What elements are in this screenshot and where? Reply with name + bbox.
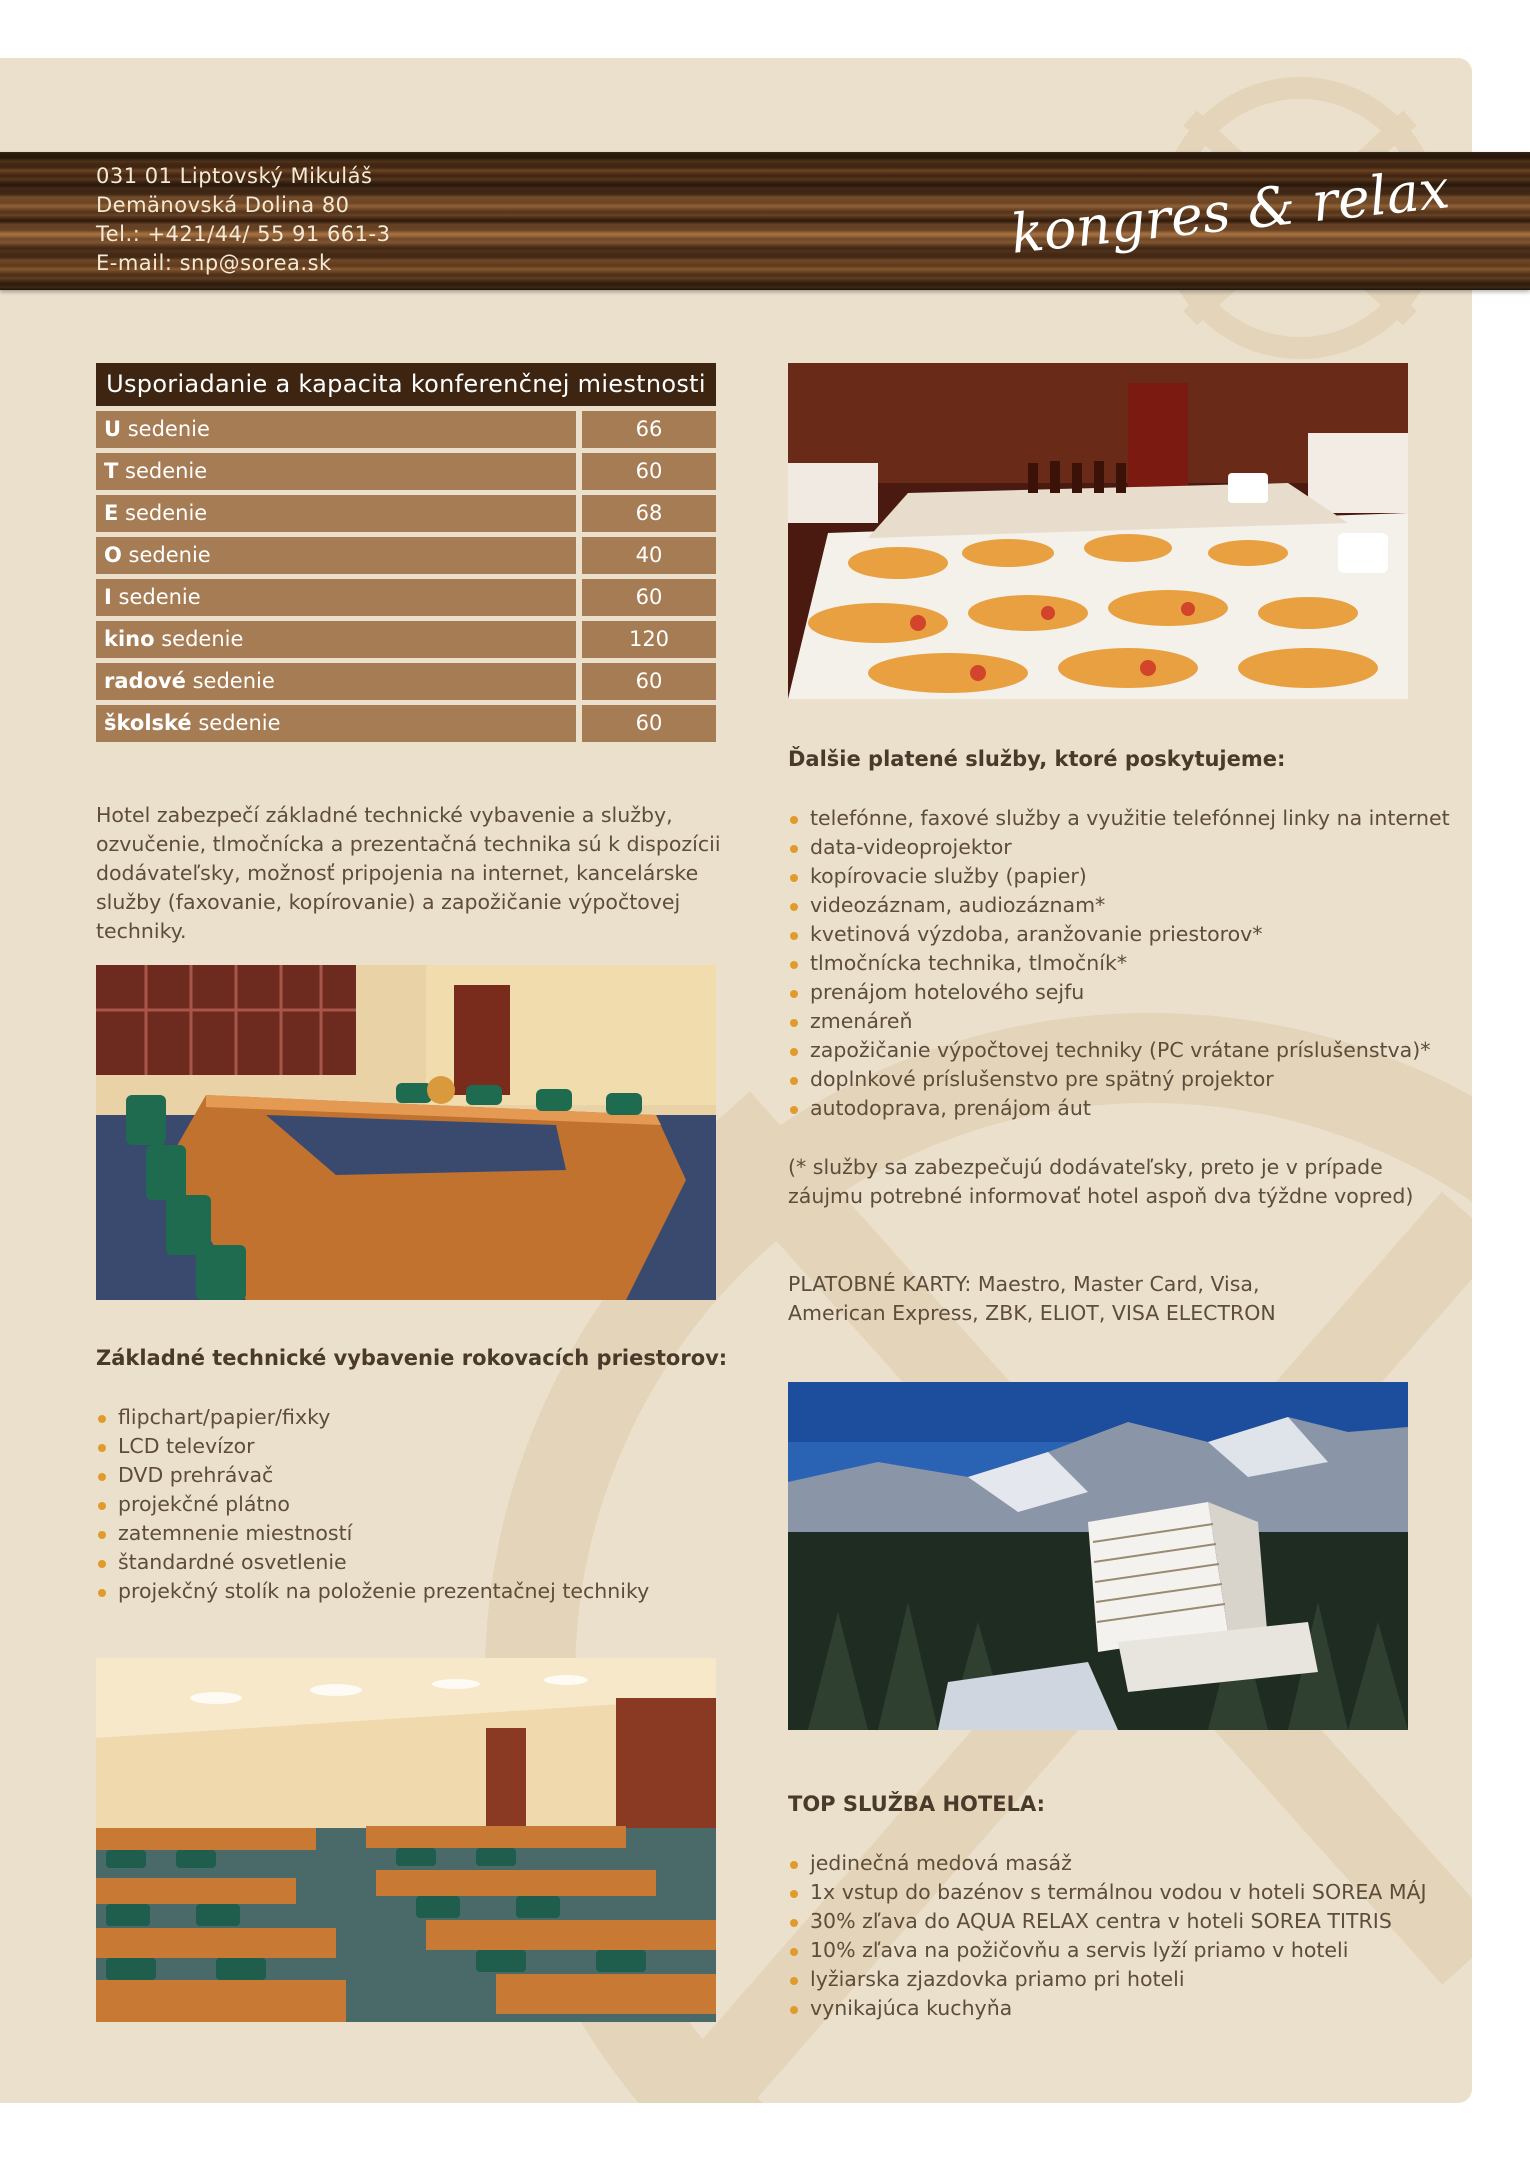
layout-name: radové [104,669,186,693]
capacity-table-title: Usporiadanie a kapacita konferenčnej miestnosti [96,363,716,406]
list-item: zatemnenie miestností [96,1519,649,1548]
email-line[interactable]: E-mail: snp@sorea.sk [96,251,332,275]
classroom-photo [96,1658,716,2022]
list-item: LCD televízor [96,1432,649,1461]
layout-suffix: sedenie [118,501,208,525]
list-item: telefónne, faxové služby a využitie telefónnej linky na internet [788,804,1450,833]
list-item: projekčný stolík na položenie prezentačnej techniky [96,1577,649,1606]
address-line: 031 01 Liptovský Mikuláš [96,164,373,188]
layout-suffix: sedenie [191,711,281,735]
basic-equipment-list [96,1403,649,1606]
layout-name: O [104,543,122,567]
layout-name: školské [104,711,192,735]
layout-name: U [104,417,122,441]
cards-line: American Express, ZBK, ELIOT, VISA ELECTRON [788,1301,1276,1325]
header-banner [0,152,1530,290]
layout-name: E [104,501,119,525]
layout-suffix: sedenie [118,459,208,483]
capacity-value: 66 [582,411,716,448]
table-row [96,579,716,616]
table-row [96,537,716,574]
list-item: zapožičanie výpočtovej techniky (PC vrátane príslušenstva)* [788,1036,1450,1065]
intro-paragraph [96,801,736,946]
brand-tagline: kongres & relax [1007,157,1453,266]
layout-suffix: sedenie [185,669,275,693]
paragraph-line: služby (faxovanie, kopírovanie) a zapožičanie výpočtovej techniky. [96,890,681,943]
buffet-photo [788,363,1408,699]
list-item: flipchart/papier/fixky [96,1403,649,1432]
list-item: vynikajúca kuchyňa [788,1994,1427,2023]
list-item: jedinečná medová masáž [788,1849,1427,1878]
capacity-value: 68 [582,495,716,532]
paragraph-line: Hotel zabezpečí základné technické vybavenie a služby, [96,803,673,827]
table-row [96,411,716,448]
layout-name: I [104,585,112,609]
cards-line: PLATOBNÉ KARTY: Maestro, Master Card, Visa, [788,1272,1260,1296]
table-row [96,663,716,700]
list-item: videozáznam, audiozáznam* [788,891,1450,920]
payment-cards [788,1270,1428,1328]
paragraph-line: dodávateľsky, možnosť pripojenia na internet, kancelárske [96,861,699,885]
phone-line: Tel.: +421/44/ 55 91 661-3 [96,222,391,246]
list-item: data-videoprojektor [788,833,1450,862]
list-item: autodoprava, prenájom áut [788,1094,1450,1123]
list-item: 30% zľava do AQUA RELAX centra v hoteli SOREA TITRIS [788,1907,1427,1936]
contact-address [96,162,390,278]
list-item: 10% zľava na požičovňu a servis lyží priamo v hoteli [788,1936,1427,1965]
table-row [96,705,716,742]
conference-room-photo [96,965,716,1300]
capacity-value: 40 [582,537,716,574]
list-item: lyžiarska zjazdovka priamo pri hoteli [788,1965,1427,1994]
layout-suffix: sedenie [154,627,244,651]
list-item: zmenáreň [788,1007,1450,1036]
table-row [96,495,716,532]
list-item: doplnkové príslušenstvo pre spätný projektor [788,1065,1450,1094]
list-item: tlmočnícka technika, tlmočník* [788,949,1450,978]
list-item: štandardné osvetlenie [96,1548,649,1577]
top-service-list [788,1849,1427,2023]
top-service-heading: TOP SLUŽBA HOTELA: [788,1792,1046,1816]
paid-services-heading: Ďalšie platené služby, ktoré poskytujeme: [788,747,1286,771]
layout-name: T [104,459,119,483]
layout-name: kino [104,627,155,651]
note-line: (* služby sa zabezpečujú dodávateľsky, preto je v prípade [788,1155,1383,1179]
layout-suffix: sedenie [121,543,211,567]
capacity-value: 60 [582,663,716,700]
basic-equipment-heading: Základné technické vybavenie rokovacích priestorov: [96,1346,728,1370]
note-line: záujmu potrebné informovať hotel aspoň dva týždne vopred) [788,1184,1414,1208]
supplier-note [788,1153,1428,1211]
capacity-value: 120 [582,621,716,658]
list-item: prenájom hotelového sejfu [788,978,1450,1007]
address-line: Demänovská Dolina 80 [96,193,350,217]
list-item: DVD prehrávač [96,1461,649,1490]
layout-suffix: sedenie [121,417,210,441]
list-item: 1x vstup do bazénov s termálnou vodou v hoteli SOREA MÁJ [788,1878,1427,1907]
table-row [96,621,716,658]
hotel-photo [788,1382,1408,1730]
paragraph-line: ozvučenie, tlmočnícka a prezentačná technika sú k dispozícii [96,832,721,856]
capacity-value: 60 [582,705,716,742]
paid-services-list [788,804,1450,1123]
table-row [96,453,716,490]
capacity-value: 60 [582,453,716,490]
capacity-value: 60 [582,579,716,616]
list-item: kvetinová výzdoba, aranžovanie priestorov* [788,920,1450,949]
layout-suffix: sedenie [111,585,201,609]
list-item: kopírovacie služby (papier) [788,862,1450,891]
capacity-table [96,363,716,742]
list-item: projekčné plátno [96,1490,649,1519]
